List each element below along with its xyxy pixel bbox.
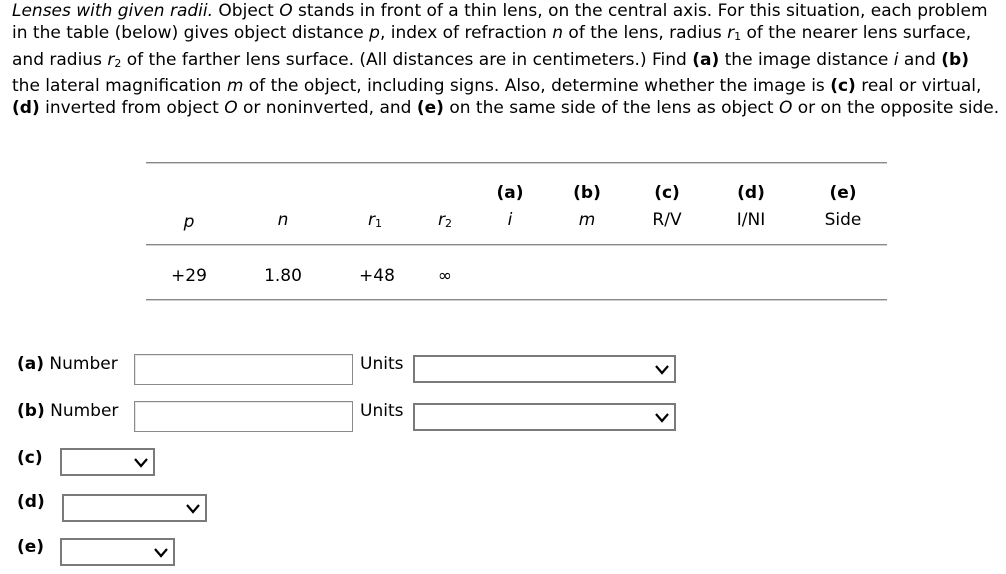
table-top-rule — [146, 162, 887, 164]
table-bottom-rule — [146, 299, 887, 301]
answer-e-label: (e) — [17, 537, 45, 557]
answer-a-units-select[interactable] — [413, 355, 676, 383]
value-r1: +48 — [359, 266, 395, 286]
value-p: +29 — [171, 266, 207, 286]
col-r2: r2 — [438, 210, 452, 230]
col-i: i — [507, 210, 513, 230]
header-a: (a) — [496, 183, 524, 203]
chevron-down-icon — [153, 544, 169, 560]
col-p: p — [183, 212, 195, 232]
header-c: (c) — [654, 183, 680, 203]
col-side: Side — [824, 210, 862, 230]
problem-statement: Lenses with given radii. Object O stands in front of a thin lens, on the central axis. For this situation, each problem in the table (below) gives object distance p, index of refraction n of the lens, radius r1 of the nearer lens surface, and radius r2 of the farther lens surface. (All distances are in centimeters.) Find (a) the image distance i and (b) the lateral magnification m of the object, including signs. Also, determine whether the image is (c) real or virtual, (d) inverted from object O or noninverted, and (e) on the same side of the lens as object O or on the opposite side. — [12, 1, 1000, 119]
chevron-down-icon — [654, 361, 670, 377]
answer-c-select[interactable] — [60, 448, 155, 476]
answer-d-select[interactable] — [62, 494, 207, 522]
col-ini: I/NI — [736, 210, 766, 230]
answer-b-number-input[interactable] — [134, 401, 353, 432]
answer-b-units-select[interactable] — [413, 403, 676, 431]
chevron-down-icon — [654, 409, 670, 425]
answer-c-label: (c) — [17, 448, 43, 468]
value-n: 1.80 — [264, 266, 302, 286]
answer-a-label: (a) Number — [17, 354, 118, 374]
col-r1: r1 — [368, 210, 382, 230]
chevron-down-icon — [133, 454, 149, 470]
answer-a-units-label: Units — [360, 354, 404, 374]
col-n: n — [277, 210, 289, 230]
table-mid-rule — [146, 244, 887, 246]
answer-b-label: (b) Number — [17, 401, 119, 421]
answer-b-units-label: Units — [360, 401, 404, 421]
header-e: (e) — [829, 183, 857, 203]
answer-e-select[interactable] — [60, 538, 175, 566]
col-m: m — [578, 210, 596, 230]
value-r2: ∞ — [437, 266, 453, 286]
problem-title: Lenses with given radii. — [12, 1, 214, 21]
answer-d-label: (d) — [17, 492, 45, 512]
header-d: (d) — [737, 183, 765, 203]
chevron-down-icon — [185, 500, 201, 516]
col-rv: R/V — [652, 210, 682, 230]
header-b: (b) — [573, 183, 601, 203]
answer-a-number-input[interactable] — [134, 354, 353, 385]
